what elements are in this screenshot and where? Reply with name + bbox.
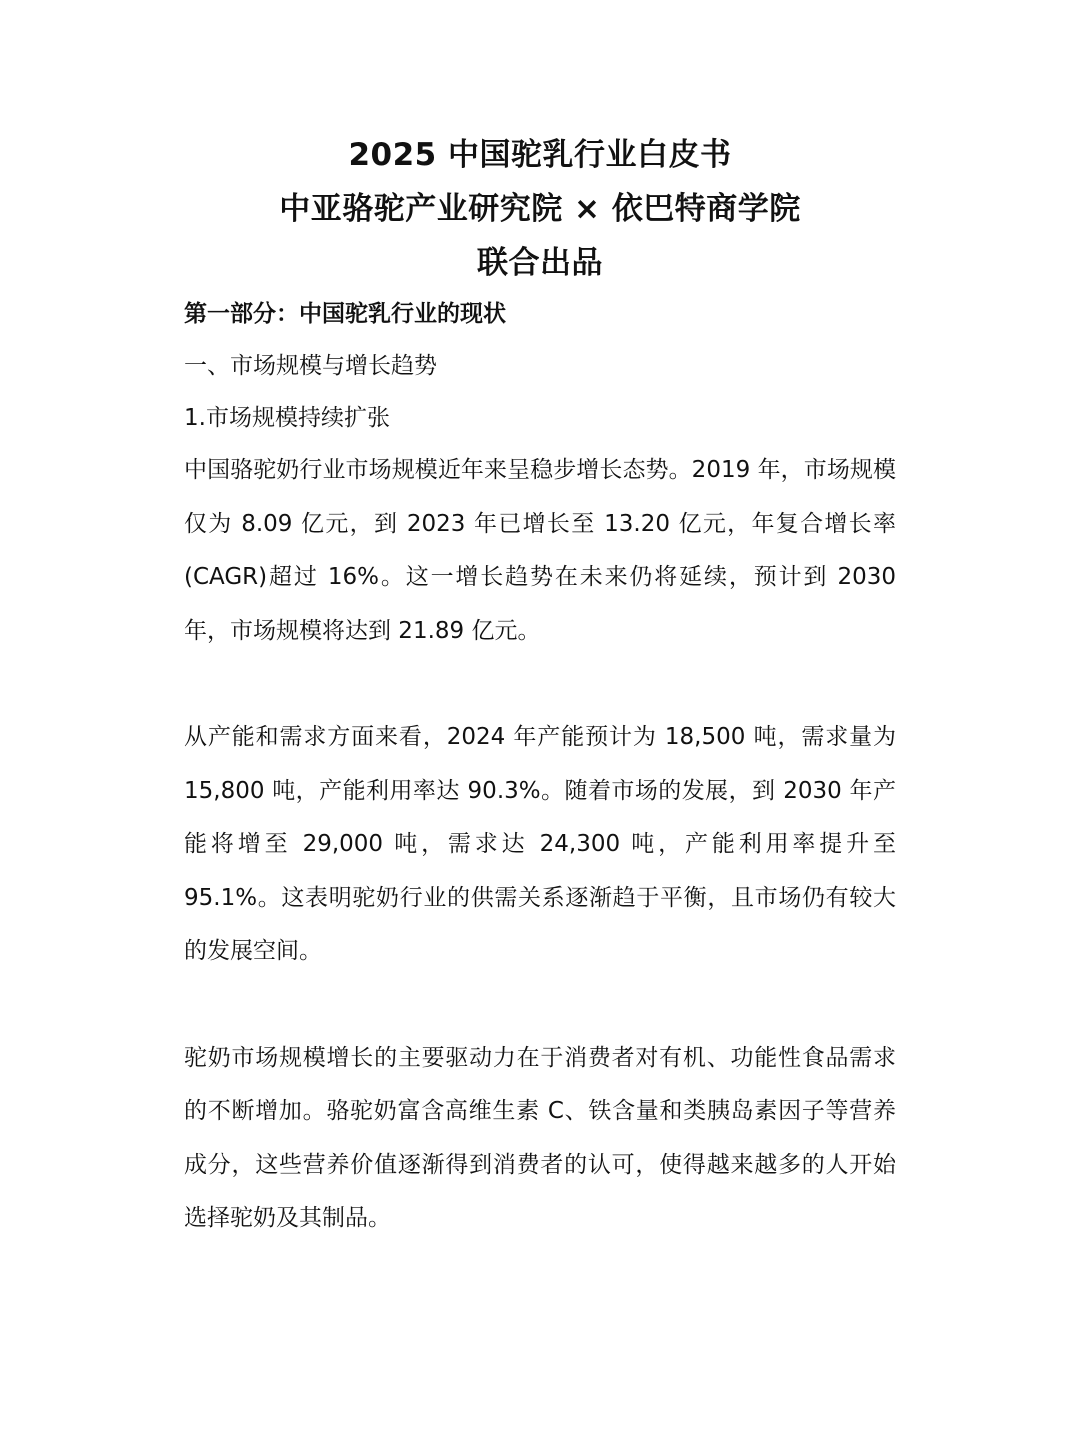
- paragraph-market-size: 中国骆驼奶行业市场规模近年来呈稳步增长态势。2019 年，市场规模仅为 8.09 亿元，到 2023 年已增长至 13.20 亿元，年复合增长率(CAGR)超过 16%。这一增长趋势在未来仍将延续，预计到 2030 年，市场规模将达到 21.89 亿元。: [184, 457, 896, 644]
- paragraph-spacer: [184, 658, 896, 711]
- subsection-heading: 一、市场规模与增长趋势: [184, 353, 437, 379]
- paragraph-capacity-demand: 从产能和需求方面来看，2024 年产能预计为 18,500 吨，需求量为 15,800 吨，产能利用率达 90.3%。随着市场的发展，到 2030 年产能将增至 29,000 吨，需求达 24,300 吨，产能利用率提升至 95.1%。这表明驼奶行业的供需关系逐渐趋于平衡，且市场仍有较大的发展空间。: [184, 724, 896, 964]
- paragraph-spacer: [184, 979, 896, 1032]
- document-title-block: [0, 128, 1080, 290]
- document-title: 2025 中国驼乳行业白皮书: [348, 137, 732, 173]
- document-publisher-note: 联合出品: [477, 245, 603, 281]
- subsubsection-heading: 1.市场规模持续扩张: [184, 405, 390, 431]
- document-body: [184, 288, 896, 1246]
- paragraph-growth-drivers: 驼奶市场规模增长的主要驱动力在于消费者对有机、功能性食品需求的不断增加。骆驼奶富含高维生素 C、铁含量和类胰岛素因子等营养成分，这些营养价值逐渐得到消费者的认可，使得越来越多的人开始选择驼奶及其制品。: [184, 1044, 896, 1231]
- section-heading: 第一部分：中国驼乳行业的现状: [184, 301, 506, 327]
- document-authors: 中亚骆驼产业研究院 × 依巴特商学院: [279, 191, 801, 227]
